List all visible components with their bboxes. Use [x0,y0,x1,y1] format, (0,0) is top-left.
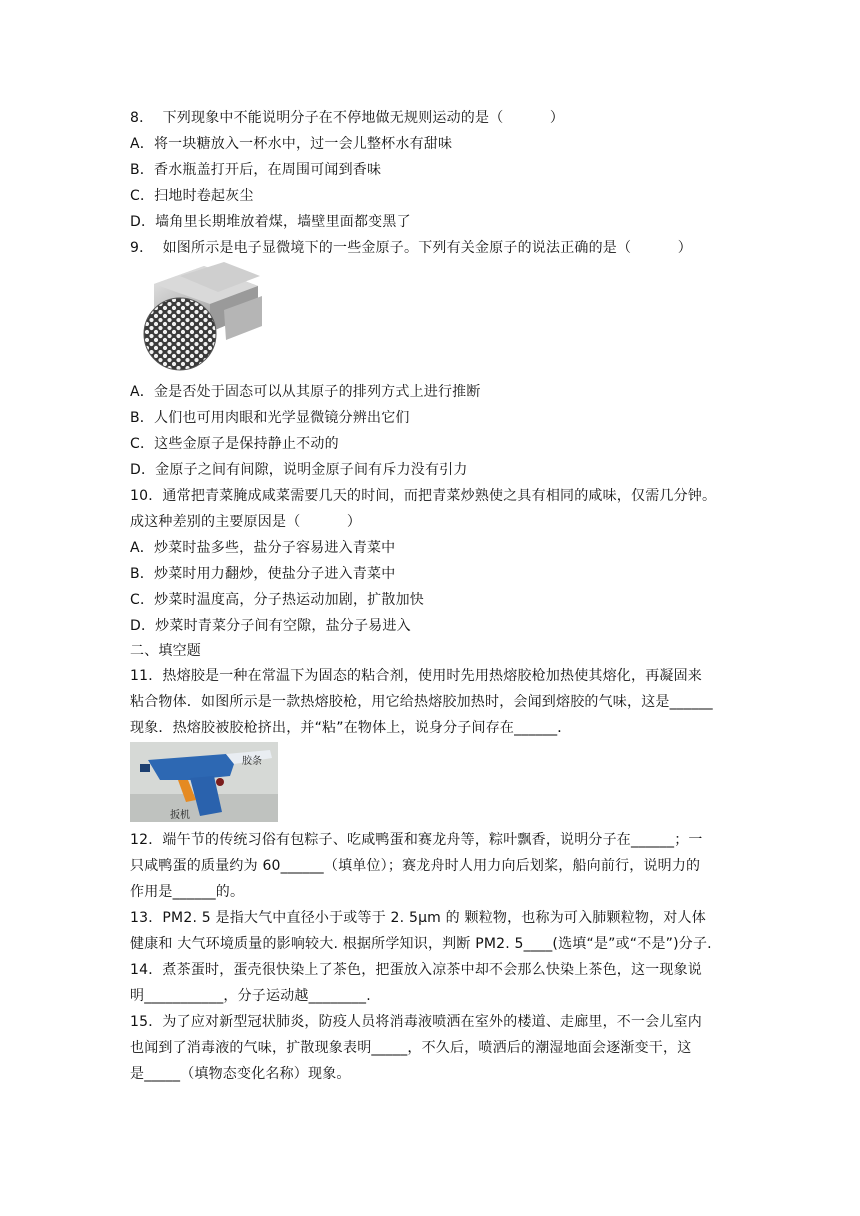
q8-option-a: A．将一块糖放入一杯水中，过一会儿整杯水有甜味 [130,136,453,152]
q13-line-1: 13．PM2. 5 是指大气中直径小于或等于 2. 5μm 的 颗粒物，也称为可入肺颗粒物，对人体 [130,910,706,926]
glue-gun-image [130,742,278,822]
q9-option-a: A．金是否处于固态可以从其原子的排列方式上进行推断 [130,384,481,400]
q11-line-1: 11．热熔胶是一种在常温下为固态的粘合剂，使用时先用热熔胶枪加热使其熔化，再凝固来 [130,668,703,684]
q12-line-3: 作用是______的。 [130,884,245,900]
q10-option-d: D．炒菜时青菜分子间有空隙，盐分子易进入 [130,618,411,634]
q14-line-2: 明___________，分子运动越________. [130,988,371,1004]
q14-line-1: 14．煮茶蛋时，蛋壳很快染上了茶色，把蛋放入凉茶中却不会那么快染上茶色，这一现象说 [130,962,703,978]
q10-stem-line-2: 成这种差别的主要原因是（ ） [130,514,362,530]
q12-line-1: 12．端午节的传统习俗有包粽子、吃咸鸭蛋和赛龙舟等，粽叶飘香，说明分子在______；一 [130,832,703,848]
q11-line-2: 粘合物体．如图所示是一款热熔胶枪，用它给热熔胶加热时，会闻到熔胶的气味，这是______ [130,694,713,710]
q8-stem: 8． 下列现象中不能说明分子在不停地做无规则运动的是（ ） [130,110,565,126]
q15-line-2: 也闻到了消毒液的气味，扩散现象表明_____，不久后，喷洒后的潮湿地面会逐渐变干，这 [130,1040,692,1056]
q11-line-3: 现象．热熔胶被胶枪挤出，并“粘”在物体上，说身分子间存在______． [130,720,572,736]
q8-option-b: B．香水瓶盖打开后，在周围可闻到香味 [130,162,382,178]
q9-stem: 9． 如图所示是电子显微境下的一些金原子。下列有关金原子的说法正确的是（ ） [130,240,692,256]
q10-option-a: A．炒菜时盐多些，盐分子容易进入青菜中 [130,540,396,556]
section-heading: 二、填空题 [130,643,201,659]
q12-line-2: 只咸鸭蛋的质量约为 60______（填单位）；赛龙舟时人用力向后划桨，船向前行，说明力的 [130,858,701,874]
q8-option-d: D．墙角里长期堆放着煤，墙壁里面都变黑了 [130,214,411,230]
q8-option-c: C．扫地时卷起灰尘 [130,188,254,204]
q10-option-c: C．炒菜时温度高，分子热运动加剧，扩散加快 [130,592,424,608]
q9-option-c: C．这些金原子是保持静止不动的 [130,436,339,452]
q10-option-b: B．炒菜时用力翻炒，使盐分子进入青菜中 [130,566,396,582]
glue-stick-label: 胶条 [242,756,262,767]
q10-stem-line-1: 10．通常把青菜腌成咸菜需要几天的时间，而把青菜炒熟使之具有相同的咸味，仅需几分钟。 [130,488,717,504]
q9-option-d: D．金原子之间有间隙，说明金原子间有斥力没有引力 [130,462,468,478]
q15-line-1: 15．为了应对新型冠状肺炎，防疫人员将消毒液喷洒在室外的楼道、走廊里，不一会儿室内 [130,1014,703,1030]
q9-option-b: B．人们也可用肉眼和光学显微镜分辨出它们 [130,410,410,426]
trigger-label: 扳机 [170,810,190,821]
gold-atoms-image [140,262,264,372]
q13-line-2: 健康和 大气环境质量的影响较大. 根据所学知识，判断 PM2. 5____(选填“是”或“不是”)分子. [130,936,712,952]
q15-line-3: 是_____（填物态变化名称）现象。 [130,1066,351,1082]
